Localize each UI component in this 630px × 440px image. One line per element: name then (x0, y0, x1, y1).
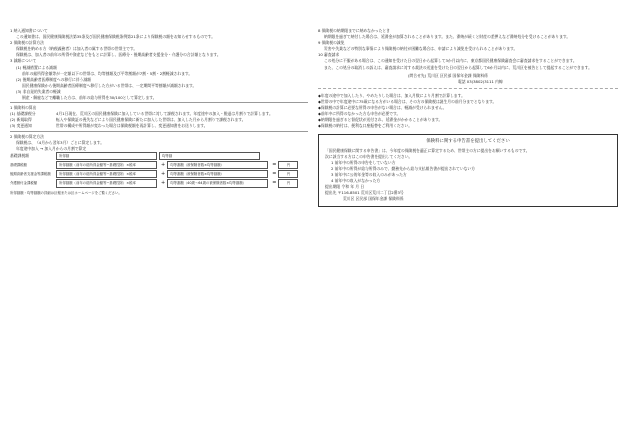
plus-icon: + (161, 179, 166, 186)
formula-header (10, 152, 308, 160)
formula-result: 円 (278, 179, 298, 187)
section-body: 前年の総所得金額等が一定額以下の世帯は、均等割額及び平等割額が7割・5割・2割軽減されます。 (22, 70, 193, 76)
box-line: 1 前年中の所得の申告をしていない方 (331, 159, 396, 165)
divider (318, 88, 618, 89)
note-line: ◆年度の途中で加入したり、やめたりした場合は、加入月数により月割で計算します。 (318, 92, 465, 98)
box-line: 提出先 〒116-8501 荒川区荒川二丁目2番3号 (325, 190, 404, 196)
bullet-icon: ◆ (318, 98, 321, 104)
note-line: ◆世帯の中で年度途中に75歳になる方がいる場合は、その方の保険税は誕生月の前月分までとなります。 (318, 98, 497, 104)
formula-b: 均等割額（被保険者数×均等割額） (167, 170, 268, 178)
row-head: (3) 変更通知 (10, 123, 32, 129)
intro-line: この通知書は、国民健康保険税法第35条及び国民健康保険税条例第21条により保険税の額をお知らせするものです。 (16, 34, 216, 40)
formula-result: 円 (278, 170, 298, 178)
divider (10, 102, 308, 103)
row-text: 世帯の構成や所得額が変わった場合は保険税額を再計算し、変更通知書をお送りします。 (56, 123, 208, 129)
section-title: (1) 軽減措置による減額 (16, 64, 57, 70)
table-row (10, 123, 308, 128)
intro-line: 保険税を納める方（納税義務者）は加入者の属する世帯の世帯主です。 (16, 46, 138, 52)
section-body: 倒産・解雇などで離職した方は、前年の給与所得を30/100として算定します。 (22, 95, 157, 101)
bullet-icon: ◆ (318, 105, 321, 111)
right-column (318, 28, 618, 207)
formula-b: 均等割額（被保険者数×均等割額） (167, 161, 268, 169)
note-line: ◆納期限を過ぎると督促状が送付され、延滞金がかかることがあります。 (318, 117, 443, 123)
divider (10, 131, 308, 132)
note-line: ◆保険税の納付は、便利な口座振替をご利用ください。 (318, 123, 413, 129)
item-line: また、この処分の取消しの訴えは、審査請求に対する裁決の送達を受けた日の翌日から起算して6か月以内に、荒川区を被告として提起することができます。 (324, 64, 592, 70)
row-head: (1) 基礎課税分 (10, 111, 36, 117)
section-title: (3) 非自発的失業者の軽減 (16, 88, 61, 94)
formula-row (10, 161, 308, 169)
calc-title: 2 保険税の算定方法 (10, 133, 44, 139)
formula-row (10, 179, 308, 187)
box-line: 次に該当する方はこの申告書を提出してください。 (325, 153, 413, 159)
formula-header-cell: 基礎課税額 (10, 153, 29, 159)
intro-line: 保険税は、加入者の前年の所得や資産などをもとに計算し、医療分・後期高齢者支援金分・介護分の合計額となります。 (16, 52, 221, 58)
left-column (10, 28, 308, 196)
bullet-icon: ◆ (318, 123, 321, 129)
intro-line: 1 納入通知書について (10, 28, 48, 33)
box-line: 「国民健康保険に関する申告書」は、今年度の保険税を適正に算定するため、世帯主の方に提出をお願いするものです。 (325, 147, 530, 153)
table-row (10, 111, 308, 116)
contact-tel: 電話 03(3802)3111 内線 (458, 78, 503, 84)
plus-icon: + (161, 161, 166, 168)
box-line: 提出期限 令和 年 月 日 (325, 184, 364, 190)
row-text: 転入や保険証の喪失などにより国民健康保険に新たに加入した世帯は、加入した月から月割りで課税されます。 (56, 117, 246, 123)
item-line: 10 審査請求 (318, 52, 340, 58)
calc-sub: 保険税は、（4月から翌年3月）ごとに算定します。 (16, 139, 105, 145)
item-line: 納期限を過ぎて納付した場合は、延滞金が加算されることがあります。また、滞納が続くと財産の差押えなど滞納処分を受けることがあります。 (324, 34, 571, 40)
formula-result: 円 (278, 161, 298, 169)
bullet-icon: ◆ (318, 111, 321, 117)
bullet-icon: ◆ (318, 92, 321, 98)
plus-icon: + (161, 170, 166, 177)
bullet-icon: ◆ (318, 117, 321, 123)
calc-note: 年度途中加入 → 加入月からの月割で算定 (16, 145, 87, 151)
row-text: 4月1日現在、荒川区の国民健康保険に加入している世帯に対して課税されます。年度途中の加入・脱退は月割りで計算します。 (56, 111, 273, 117)
intro-line: 2 保険税の計算方法 (10, 40, 44, 46)
formula-name: 後期高齢者支援金等課税額 (10, 172, 51, 177)
box-line: 荒川区 区民部 国保年金課 保険料係 (343, 196, 404, 202)
box-title: 保険料に関する申告書を提出してください (426, 139, 510, 145)
note-line: ◆前年中に所得のなかった方も申告が必要です。 (318, 111, 401, 117)
formula-name: 基礎課税額 (10, 162, 27, 167)
equals-icon: = (272, 179, 277, 186)
box-line: 3 前年中に公的年金等の収入のみがあった方 (331, 171, 407, 177)
formula-a: 所得割額（前年の総所得金額等−基礎控除）×税率 (56, 161, 157, 169)
contact-line: (問合せ先) 荒川区 区民部 国保年金課 保険料係 (408, 72, 488, 78)
formula-name: 介護納付金課税額 (10, 181, 38, 186)
item-line: 8 保険税の納期限までに納めなかったとき (318, 28, 390, 33)
formula-b: 均等割額（40歳〜64歳の被保険者数×均等割額） (167, 179, 268, 187)
equals-icon: = (272, 170, 277, 177)
table-row (10, 117, 308, 122)
box-line: 2 前年中の所得が給与所得のみで、勤務先から給与支払報告書が提出されていない方 (331, 165, 476, 171)
item-line: 9 保険税の減免 (318, 40, 345, 46)
formula-row (10, 170, 308, 178)
item-line: 災害や失業などの特別な事情により保険税の納付が困難な場合は、申請により減免を受けられることがあります。 (324, 46, 518, 52)
box-line: 4 前年中の収入がなかった方 (331, 177, 381, 183)
formula-header-cell: 均等割 (159, 152, 260, 160)
formula-a: 所得割額（前年の総所得金額等−基礎控除）×税率 (56, 179, 157, 187)
section-title: (2) 後期高齢者医療制度への移行に伴う減額 (16, 76, 91, 82)
row-head: (2) 新規取得 (10, 117, 32, 123)
equals-icon: = (272, 161, 277, 168)
section-body: 国民健康保険から後期高齢者医療制度へ移行した方がいる世帯は、一定期間平等割額が減額されます。 (22, 82, 197, 88)
table-title: 1 保険料の算出 (10, 105, 37, 111)
note-line: ◆保険税の計算に必要な所得の申告がない場合は、軽減が受けられません。 (318, 105, 447, 111)
formula-a: 所得割額（前年の総所得金額等−基礎控除）×税率 (56, 170, 157, 178)
footer-note: 所得割額・均等割額の詳細は区報または区ホームページをご覧ください。 (10, 190, 122, 195)
item-line: この処分に不服がある場合は、この通知を受けた日の翌日から起算して3か月以内に、東京都国民健康保険審査会に審査請求をすることができます。 (324, 58, 577, 64)
intro-line: 3 減額について (10, 58, 37, 64)
declaration-box (318, 134, 618, 207)
formula-header-cell: 所得割 (56, 152, 157, 160)
